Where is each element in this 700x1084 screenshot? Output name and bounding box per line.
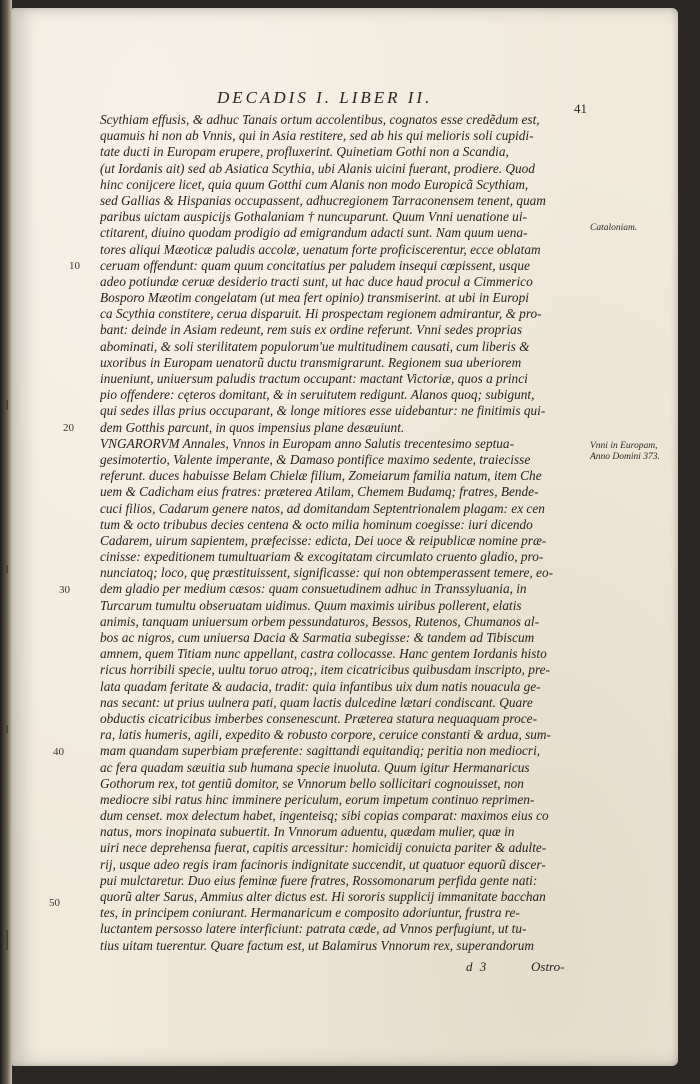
edge-mark — [6, 565, 8, 573]
text-line: Cadarem, uirum sapientem, præfecisse: edicta, Dei uoce & reipublicæ nomine præ- — [100, 532, 547, 548]
text-line: pui mulctaretur. Duo eius feminæ fuere fratres, Rossomonarum perfida gente nati: — [100, 872, 538, 888]
text-line: tes, in principem coniurant. Hermanaricum e composito adoriuntur, frustra re- — [100, 905, 520, 921]
text-line: amnem, quem Titiam nunc appellant, castra collocasse. Hanc gentem Iordanis histo — [100, 646, 547, 662]
text-line: tores aliqui Mæoticæ paludis accolæ, uenatum forte proficiscerentur, ecce oblatam — [100, 241, 541, 257]
text-line: hinc conijcere licet, quia quum Gotthi cum Alanis non modo Europicã Scythiam, — [100, 176, 529, 192]
text-line: lata quadam feritate & audacia, tradit: quia infantibus uix dum natis nouacula ge- — [100, 678, 541, 694]
text-line: ctitarent, diuino quodam prodigio ad emigrandum adacti sunt. Nam quum uena- — [100, 225, 528, 241]
text-line: pio offendere: cęteros domitant, & in seruitutem redigunt. Alanos quoq; subigunt, — [100, 387, 535, 403]
text-line: abominati, & soli sterilitatem populorum'ue multitudinem causati, cum liberis & — [100, 338, 530, 354]
text-line: mam quandam superbiam præferente: sagittandi equitandiq; peritia non mediocri, — [100, 743, 541, 759]
text-line: quorũ alter Sarus, Ammius alter dictus est. Hi sororis supplicij immanitate bacchan — [100, 889, 546, 904]
text-line: qui sedes illas prius occuparant, & longe mitiores esse uidebantur: ne finitimis qui- — [100, 403, 546, 419]
text-line: natus, mors inopinata subuertit. In Vnnorum aduentu, quædam mulier, quæ in — [100, 824, 515, 840]
text-line: uiri nece deprehensa fuerat, capitis arcessitur: homicidij conuicta pariter & adulte- — [100, 840, 547, 856]
text-line: nas secant: ut prius uulnera pati, quam lactis dulcedine lætari condiscant. Quare — [100, 694, 533, 710]
edge-mark — [6, 930, 8, 950]
text-line: VNGARORVM Annales, Vnnos in Europam anno Salutis trecentesimo septua- — [100, 435, 515, 451]
text-line: obductis cicatricibus imberbes consenescunt. Præterea statura nequaquam proce- — [100, 710, 537, 726]
book-page — [12, 8, 678, 1066]
text-line: dum censet. mox delectum habet, ingenteisq; sibi copias comparat: maximos eius co — [100, 808, 549, 824]
text-line: ra, latis humeris, agili, expedito & robusto corpore, ceruice constanti & ardua, sum- — [100, 727, 551, 743]
edge-mark — [6, 400, 8, 410]
text-line: ca Scythia constitere, cerua disparuit. Hi prospectam regionem admirantur, & pro- — [100, 306, 542, 322]
text-line: animis, tanquam uniuersum orbem pessundaturos, Bessos, Rutenos, Chumanos al- — [100, 613, 540, 629]
text-line: sed Gallias & Hispanias occupassent, adhucregionem Tarraconensem tenent, quam — [100, 192, 546, 208]
edge-mark — [6, 725, 8, 733]
text-line: Scythiam effusis, & adhuc Tanais ortum accolentibus, cognatos esse credẽdum est, — [100, 112, 540, 127]
text-line: inueniunt, uniuersum paludis tractum occupant: mactant Victoriæ, quos a princi — [100, 371, 528, 386]
text-line: tate ducti in Europam erupere, profluxerint. Quinetiam Gothi non a Scandia, — [100, 144, 509, 160]
text-line: ceruam offendunt: quam quum concitatius per paludem insequi cœpissent, usque — [100, 257, 530, 273]
text-line: gesimotertio, Valente imperante, & Damaso pontifice maximo sedente, traiecisse — [100, 451, 531, 467]
text-line: luctantem persosso latere interficiunt: patrata cæde, ad Vnnos perfugiunt, ut tu- — [100, 921, 527, 937]
text-line: tius uitam tuerentur. Quare factum est, ut Balamirus Vnnorum rex, superandorum — [100, 937, 534, 953]
adjacent-page-edge — [0, 0, 12, 1084]
text-line: (ut Iordanis ait) sed ab Asiatica Scythia, ubi Alanis uicini fuerant, prodiere. Quod — [100, 160, 535, 176]
text-line: ricus horribili specie, uultu toruo atroq;, item cicatricibus quibusdam inscripto, pre- — [100, 662, 550, 678]
line-number: 50 — [49, 897, 60, 909]
folio-number: 41 — [574, 101, 587, 116]
text-line: Turcarum tumultu obseruatam uidimus. Quum maximis uiribus pollerent, elatis — [100, 597, 522, 613]
text-line: tum & octo tribubus decies centena & octo milia hominum coegisse: iuri dicendo — [100, 516, 533, 532]
line-number: 40 — [53, 746, 64, 758]
text-line: cinisse: expeditionem tumultuariam & excogitatam circumlato cruento gladio, pro- — [100, 549, 544, 565]
text-line: uem & Cadicham eius fratres: præterea Atilam, Chemem Budamq; fratres, Bende- — [100, 484, 539, 500]
text-line: bant: deinde in Asiam redeunt, rem suis ex ordine referunt. Vnni sedes proprias — [100, 322, 523, 338]
signature-mark: d 3 — [466, 959, 489, 974]
text-line: ac fera quadam sæuitia sub humana specie inuoluta. Quum igitur Hermanaricus — [100, 759, 530, 775]
text-line: dem gladio per medium cæsos: quam consuetudinem adhuc in Transsyluania, in — [100, 581, 527, 597]
text-line: bos ac nigros, cum uniuersa Dacia & Sarmatia subegisse: & tandem ad Tibiscum — [100, 630, 535, 645]
margin-note-vnni: Vnni in Europam, Anno Domini 373. — [590, 441, 660, 462]
text-line: mediocre sibi ratus hinc imminere periculum, eorum impetum continuo reprimen- — [100, 791, 535, 807]
text-line: adeo potiundæ ceruæ desiderio tracti sunt, ut hac duce haud procul a Cimmerico — [100, 273, 533, 289]
running-head: DECADIS I. LIBER II. — [217, 88, 433, 107]
catchword: Ostro- — [531, 959, 565, 974]
text-line: cuci filios, Cadarum genere natos, ad domitandam Septentrionalem plagam: ex cen — [100, 500, 545, 516]
text-line: Bosporo Mæotim congelatam (ut mea fert opinio) transmiserint. at ubi in Europi — [100, 290, 529, 306]
text-line: referunt. duces habuisse Belam Chielæ filium, Zomeiarum familia natum, item Che — [100, 468, 542, 484]
margin-note-cataloniam: Cataloniam. — [590, 223, 638, 233]
line-number: 30 — [59, 584, 70, 596]
text-line: quamuis hi non ab Vnnis, qui in Asia restitere, sed ab his qui melioris soli cupidi- — [100, 128, 534, 144]
line-number: 10 — [69, 260, 80, 272]
line-number: 20 — [63, 422, 74, 434]
text-line: nunciatoq; loco, quę præstituissent, significasse: qui non obtemperassent temere, eo- — [100, 565, 554, 581]
text-line: uxoribus in Europam uenatorũ ductu transmigrarunt. Regionem sua uberiorem — [100, 354, 522, 370]
text-line — [100, 954, 588, 970]
text-line: dem Gotthis parcunt, in quos impensius plane desæuiunt. — [100, 419, 405, 435]
main-text-block — [100, 112, 588, 970]
text-line: Gothorum rex, tot gentiũ domitor, se Vnnorum bello sollicitari cognouisset, non — [100, 775, 524, 791]
text-line: paribus uictam auspicijs Gothalaniam † nuncuparunt. Quum Vnni uenatione ui- — [100, 209, 527, 225]
text-line: rij, usque adeo regis iram facinoris indignitate succendit, ut quatuor equorũ discer- — [100, 856, 546, 872]
